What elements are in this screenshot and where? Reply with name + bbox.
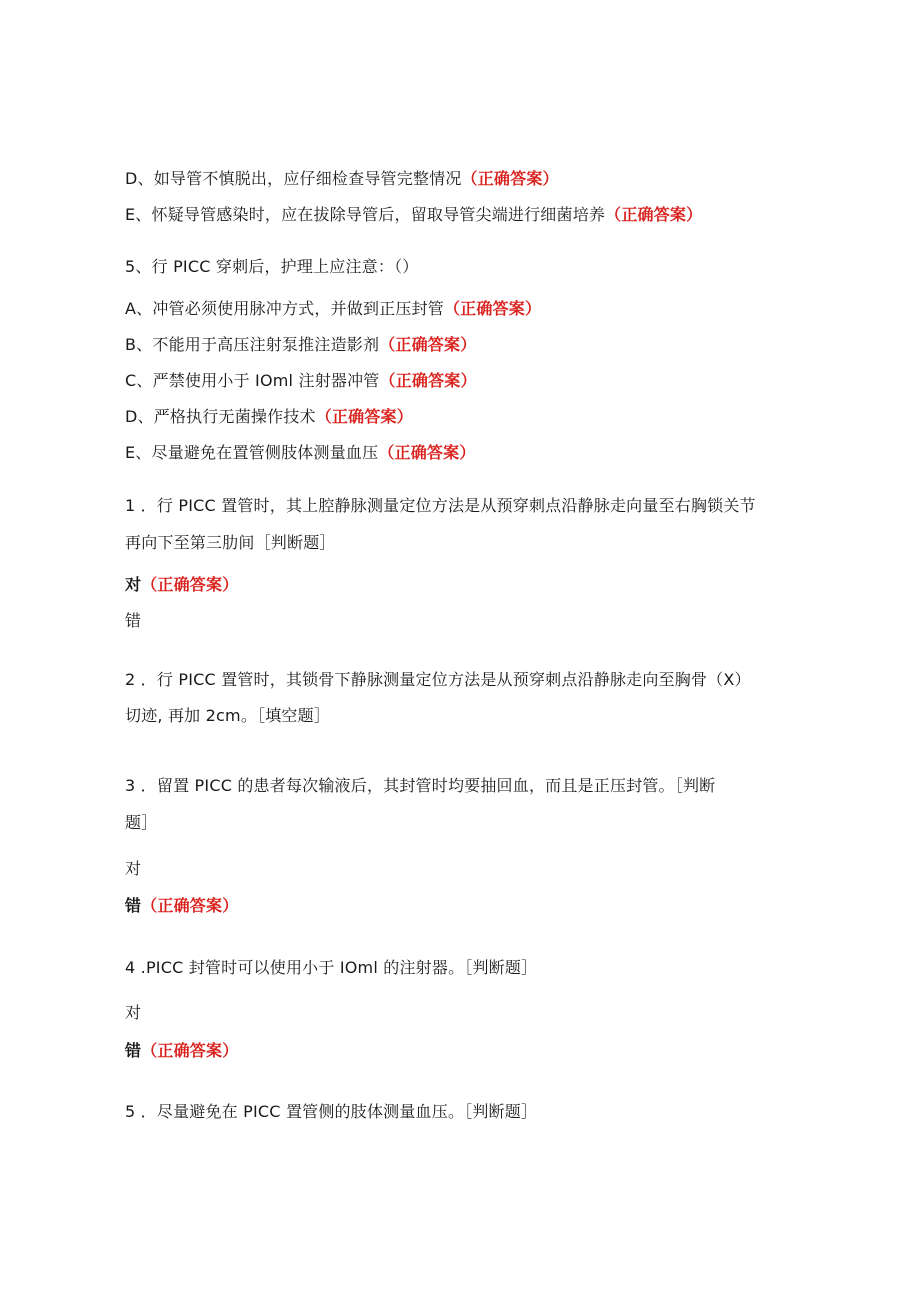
question-text: 5、行 PICC 穿刺后，护理上应注意：（） [125,257,419,276]
q5-stem [125,257,418,277]
correct-answer-mark: （正确答案） [378,443,476,462]
option-text: 错 [125,896,142,915]
question-text: 切迹, 再加 2cm。［填空题］ [125,706,331,725]
q5-option-b [125,335,476,355]
tf2-stem-line2 [125,706,330,726]
tf1-option-true [125,575,238,595]
tf4-stem [125,958,537,978]
tf2-stem-line1 [125,670,751,690]
option-text: B、不能用于高压注射泵推注造影剂 [125,335,380,354]
tf4-option-true [125,1003,141,1023]
q4-option-e [125,205,702,225]
question-text: 3 ．留置 PICC 的患者每次输液后，其封管时均要抽回血，而且是正压封管。［判断 [125,776,716,795]
tf3-option-false [125,896,238,916]
correct-answer-mark: （正确答案） [443,299,542,318]
option-text: C、严禁使用小于 IOml 注射器冲管 [125,371,380,390]
tf3-stem-line2 [125,813,157,833]
tf1-stem-line2 [125,533,336,553]
option-text: 对 [125,575,142,594]
option-text: D、严格执行无菌操作技术 [125,407,316,426]
correct-answer-mark: （正确答案） [605,205,703,224]
q4-option-d [125,169,559,189]
question-text: 再向下至第三肋间［判断题］ [125,533,336,552]
tf3-option-true [125,859,141,879]
option-text: E、怀疑导管感染时，应在拔除导管后，留取导管尖端进行细菌培养 [125,205,606,224]
correct-answer-mark: （正确答案） [141,1041,239,1060]
option-text: 对 [125,859,142,878]
question-text: 1 ．行 PICC 置管时，其上腔静脉测量定位方法是从预穿刺点沿静脉走向量至右胸锁关节 [125,496,756,515]
tf5-stem [125,1102,537,1122]
correct-answer-mark: （正确答案） [141,575,239,594]
tf4-option-false [125,1041,238,1061]
option-text: 错 [125,611,142,630]
question-text: 2 ．行 PICC 置管时，其锁骨下静脉测量定位方法是从预穿刺点沿静脉走向至胸骨（X） [125,670,751,689]
q5-option-e [125,443,476,463]
correct-answer-mark: （正确答案） [315,407,413,426]
question-text: 4 .PICC 封管时可以使用小于 IOml 的注射器。［判断题］ [125,958,538,977]
option-text: A、冲管必须使用脉冲方式，并做到正压封管 [125,299,444,318]
tf3-stem-line1 [125,776,715,796]
option-text: D、如导管不慎脱出，应仔细检查导管完整情况 [125,169,462,188]
q5-option-d [125,407,413,427]
q5-option-c [125,371,477,391]
question-text: 题］ [125,813,158,832]
correct-answer-mark: （正确答案） [379,371,477,390]
question-text: 5 ．尽量避免在 PICC 置管侧的肢体测量血压。［判断题］ [125,1102,538,1121]
option-text: 对 [125,1003,142,1022]
q5-option-a [125,299,541,319]
option-text: 错 [125,1041,142,1060]
correct-answer-mark: （正确答案） [461,169,559,188]
tf1-stem-line1 [125,496,756,516]
correct-answer-mark: （正确答案） [379,335,477,354]
option-text: E、尽量避免在置管侧肢体测量血压 [125,443,379,462]
correct-answer-mark: （正确答案） [141,896,239,915]
tf1-option-false [125,611,141,631]
